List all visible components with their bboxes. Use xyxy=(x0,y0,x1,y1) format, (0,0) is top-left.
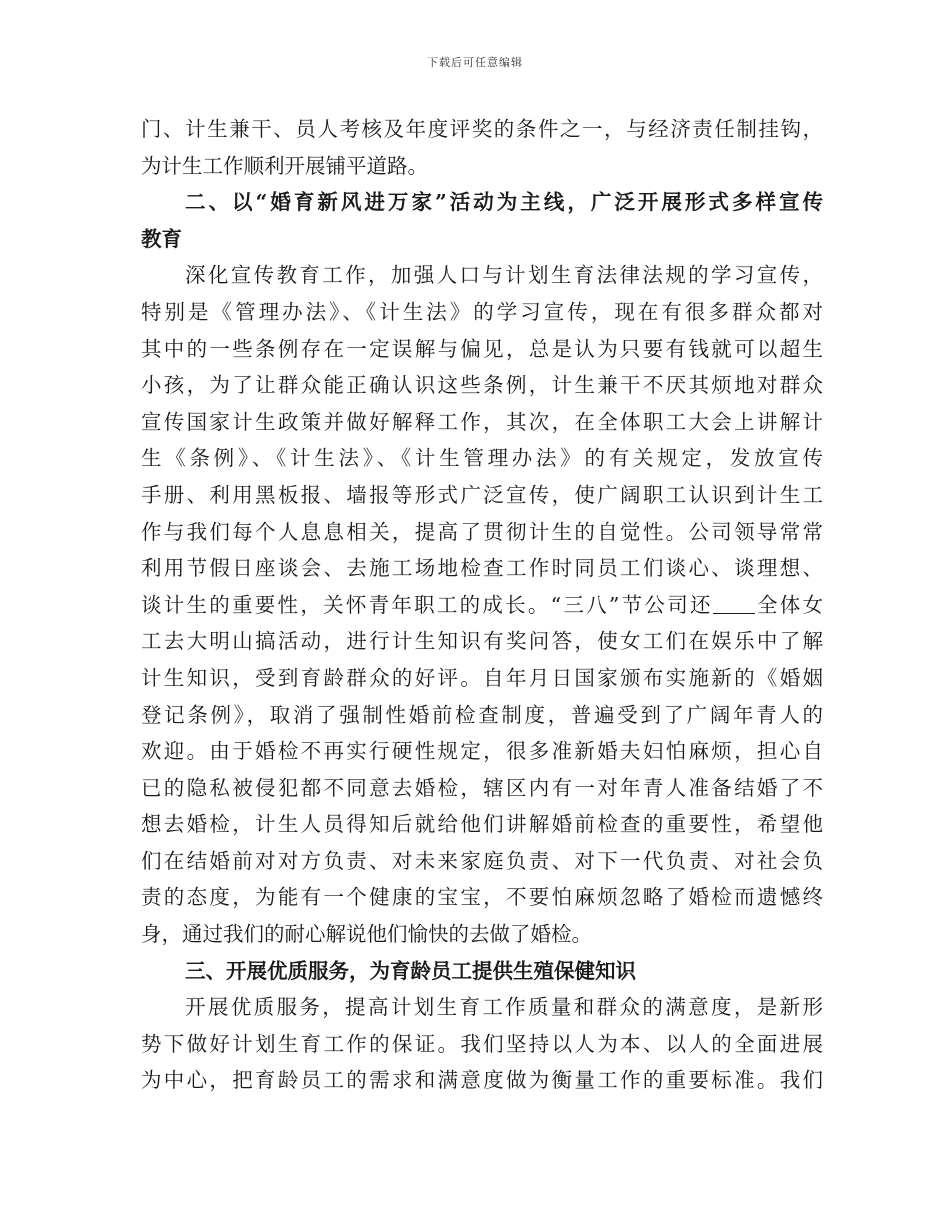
body-line: 势下做好计划生育工作的保证。我们坚持以人为本、以人的全面进展 xyxy=(141,1031,823,1056)
section-heading-2-cont: 教育 xyxy=(141,226,182,251)
body-line: 利用节假日座谈会、去施工场地检查工作时同员工们谈心、谈理想、 xyxy=(141,556,823,581)
body-line: 特别是《管理办法》、《计生法》的学习宣传，现在有很多群众都对 xyxy=(141,299,823,324)
fill-blank xyxy=(713,593,755,614)
body-line: 宣传国家计生政策并做好解释工作，其次，在全体职工大会上讲解计 xyxy=(141,409,823,434)
body-line: 欢迎。由于婚检不再实行硬性规定，很多准新婚夫妇怕麻烦，担心自 xyxy=(141,739,823,764)
section-heading-3: 三、开展优质服务，为育龄员工提供生殖保健知识 xyxy=(185,958,636,983)
body-line: 深化宣传教育工作，加强人口与计划生育法律法规的学习宣传， xyxy=(185,263,823,288)
body-line: 其中的一些条例存在一定误解与偏见，总是认为只要有钱就可以超生 xyxy=(141,336,823,361)
body-line: 作与我们每个人息息相关，提高了贯彻计生的自觉性。公司领导常常 xyxy=(141,519,823,544)
body-line: 责的态度，为能有一个健康的宝宝，不要怕麻烦忽略了婚检而遗憾终 xyxy=(141,885,823,910)
body-line: 生《条例》、《计生法》、《计生管理办法》的有关规定，发放宣传 xyxy=(141,446,823,471)
body-line: 身，通过我们的耐心解说他们愉快的去做了婚检。 xyxy=(141,922,592,947)
body-line: 计生知识，受到育龄群众的好评。自年月日国家颁布实施新的《婚姻 xyxy=(141,665,823,690)
body-line: 已的隐私被侵犯都不同意去婚检，辖区内有一对年青人准备结婚了不 xyxy=(141,775,823,800)
page-header: 下载后可任意编辑 xyxy=(427,56,523,69)
body-line: 登记条例》，取消了强制性婚前检查制度，普遍受到了广阔年青人的 xyxy=(141,702,823,727)
section-heading-2: 二、以“婚育新风进万家”活动为主线，广泛开展形式多样宣传 xyxy=(185,190,823,215)
body-line: 为计生工作顺利开展铺平道路。 xyxy=(141,153,428,178)
body-line-with-blank xyxy=(141,587,823,624)
body-line: 想去婚检，计生人员得知后就给他们讲解婚前检查的重要性，希望他 xyxy=(141,812,823,837)
body-line: 们在结婚前对对方负责、对未来家庭负责、对下一代负责、对社会负 xyxy=(141,848,823,873)
body-line-part: 全体女 xyxy=(754,592,823,617)
body-line: 为中心，把育龄员工的需求和满意度做为衡量工作的重要标准。我们 xyxy=(141,1068,823,1093)
body-line: 手册、利用黑板报、墙报等形式广泛宣传，使广阔职工认识到计生工 xyxy=(141,482,823,507)
document-body xyxy=(141,111,823,1099)
body-line-part: 谈计生的重要性，关怀青年职工的成长。“三八”节公司还 xyxy=(141,592,713,617)
body-line: 门、计生兼干、员人考核及年度评奖的条件之一，与经济责任制挂钩， xyxy=(141,117,823,141)
body-line: 开展优质服务，提高计划生育工作质量和群众的满意度，是新形 xyxy=(185,995,823,1020)
body-line: 小孩，为了让群众能正确认识这些条例，计生兼干不厌其烦地对群众 xyxy=(141,373,823,398)
body-line: 工去大明山搞活动，进行计生知识有奖问答，使女工们在娱乐中了解 xyxy=(141,629,823,654)
